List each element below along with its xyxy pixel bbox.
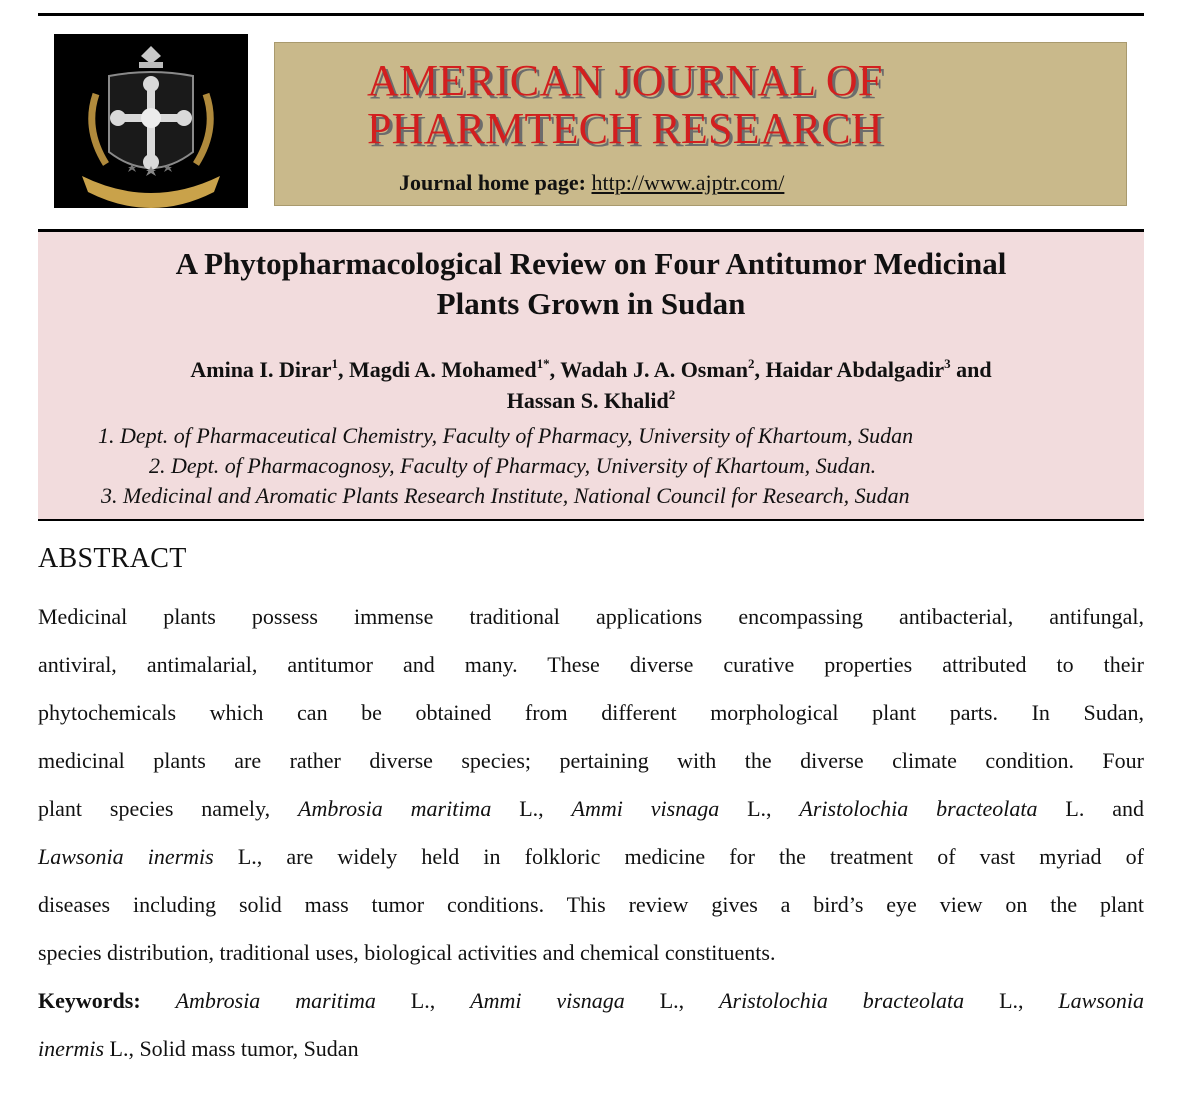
author-separator: and xyxy=(950,357,992,382)
keywords xyxy=(38,977,1144,1073)
author-list xyxy=(38,354,1144,416)
keyword: Aristolochia bracteolata xyxy=(719,988,965,1013)
abstract-segment: plant species namely, xyxy=(38,796,299,821)
keyword: Lawsonia xyxy=(1058,988,1145,1013)
author-separator: , xyxy=(338,357,350,382)
species-name: Ammi visnaga xyxy=(571,796,720,821)
abstract-line: phytochemicals which can be obtained from different morphological plant parts. In Sudan, xyxy=(38,700,1144,725)
author-name: Wadah J. A. Osman xyxy=(560,357,748,382)
abstract-segment: L., xyxy=(491,796,572,821)
abstract-line xyxy=(38,785,1144,833)
journal-title-line2: PHARMTECH RESEARCH xyxy=(367,104,883,153)
species-name: Lawsonia inermis xyxy=(38,844,214,869)
abstract-heading: ABSTRACT xyxy=(38,543,187,574)
author-name: Haidar Abdalgadir xyxy=(765,357,945,382)
keyword-separator: L., xyxy=(624,988,720,1013)
species-name: Aristolochia bracteolata xyxy=(799,796,1038,821)
author-affiliation-mark: 1 xyxy=(331,356,339,371)
author-affiliation-mark: 1* xyxy=(536,356,550,371)
author-affiliation-mark: 2 xyxy=(668,387,676,402)
paper-title xyxy=(38,244,1144,324)
author-line2 xyxy=(38,385,1144,416)
author-affiliation-mark: 3 xyxy=(944,356,951,371)
affiliation-3: 3. Medicinal and Aromatic Plants Research Institute, National Council for Research, Sudan xyxy=(101,483,910,508)
abstract-segment: L., are widely held in folkloric medicine for the treatment of vast myriad of xyxy=(213,844,1144,869)
keywords-line xyxy=(38,977,1144,1025)
keywords-label: Keywords: xyxy=(38,988,141,1013)
abstract-line: Medicinal plants possess immense traditional applications encompassing antibacterial, antifungal, xyxy=(38,604,1144,629)
abstract-segment: L. and xyxy=(1037,796,1144,821)
affiliation-list xyxy=(38,421,1144,511)
title-bottom-rule xyxy=(38,519,1144,521)
homepage-link[interactable]: http://www.ajptr.com/ xyxy=(591,170,785,195)
journal-logo xyxy=(54,34,248,208)
journal-banner xyxy=(274,42,1127,206)
title-block xyxy=(38,232,1144,519)
journal-title-line1: AMERICAN JOURNAL OF xyxy=(367,56,883,105)
abstract-line: diseases including solid mass tumor conditions. This review gives a bird’s eye view on the plant xyxy=(38,892,1144,917)
abstract-line: antiviral, antimalarial, antitumor and many. These diverse curative properties attributed to their xyxy=(38,652,1144,677)
top-rule xyxy=(38,13,1144,16)
author-name: Amina I. Dirar xyxy=(190,357,332,382)
journal-homepage xyxy=(399,170,784,196)
paper-title-line2: Plants Grown in Sudan xyxy=(436,286,746,321)
keyword: Ambrosia maritima xyxy=(175,988,376,1013)
keyword: inermis xyxy=(38,1036,104,1061)
keywords-line xyxy=(38,1025,1144,1073)
journal-title xyxy=(367,57,1007,153)
affiliation-2: 2. Dept. of Pharmacognosy, Faculty of Pharmacy, University of Khartoum, Sudan. xyxy=(149,453,877,478)
species-name: Ambrosia maritima xyxy=(298,796,492,821)
abstract-text xyxy=(38,593,1144,977)
author-separator: , xyxy=(754,357,766,382)
keyword: Ammi visnaga xyxy=(470,988,625,1013)
abstract-line: species distribution, traditional uses, biological activities and chemical constituents. xyxy=(38,940,776,965)
keyword-separator: L., Solid mass tumor, Sudan xyxy=(104,1036,359,1061)
author-name: Hassan S. Khalid xyxy=(506,388,669,413)
author-separator: , xyxy=(549,357,561,382)
abstract-line xyxy=(38,833,1144,881)
abstract-segment: L., xyxy=(719,796,800,821)
paper-title-line1: A Phytopharmacological Review on Four Antitumor Medicinal xyxy=(175,246,1007,281)
abstract-line: medicinal plants are rather diverse species; pertaining with the diverse climate condition. Four xyxy=(38,748,1144,773)
keyword-separator: L., xyxy=(964,988,1059,1013)
keyword-separator: L., xyxy=(375,988,471,1013)
homepage-label: Journal home page: xyxy=(399,170,586,195)
author-line1 xyxy=(38,354,1144,385)
author-affiliation-mark: 2 xyxy=(747,356,755,371)
author-name: Magdi A. Mohamed xyxy=(349,357,537,382)
logo-emblem-icon xyxy=(54,34,248,208)
affiliation-1: 1. Dept. of Pharmaceutical Chemistry, Faculty of Pharmacy, University of Khartoum, Sudan xyxy=(98,423,914,448)
